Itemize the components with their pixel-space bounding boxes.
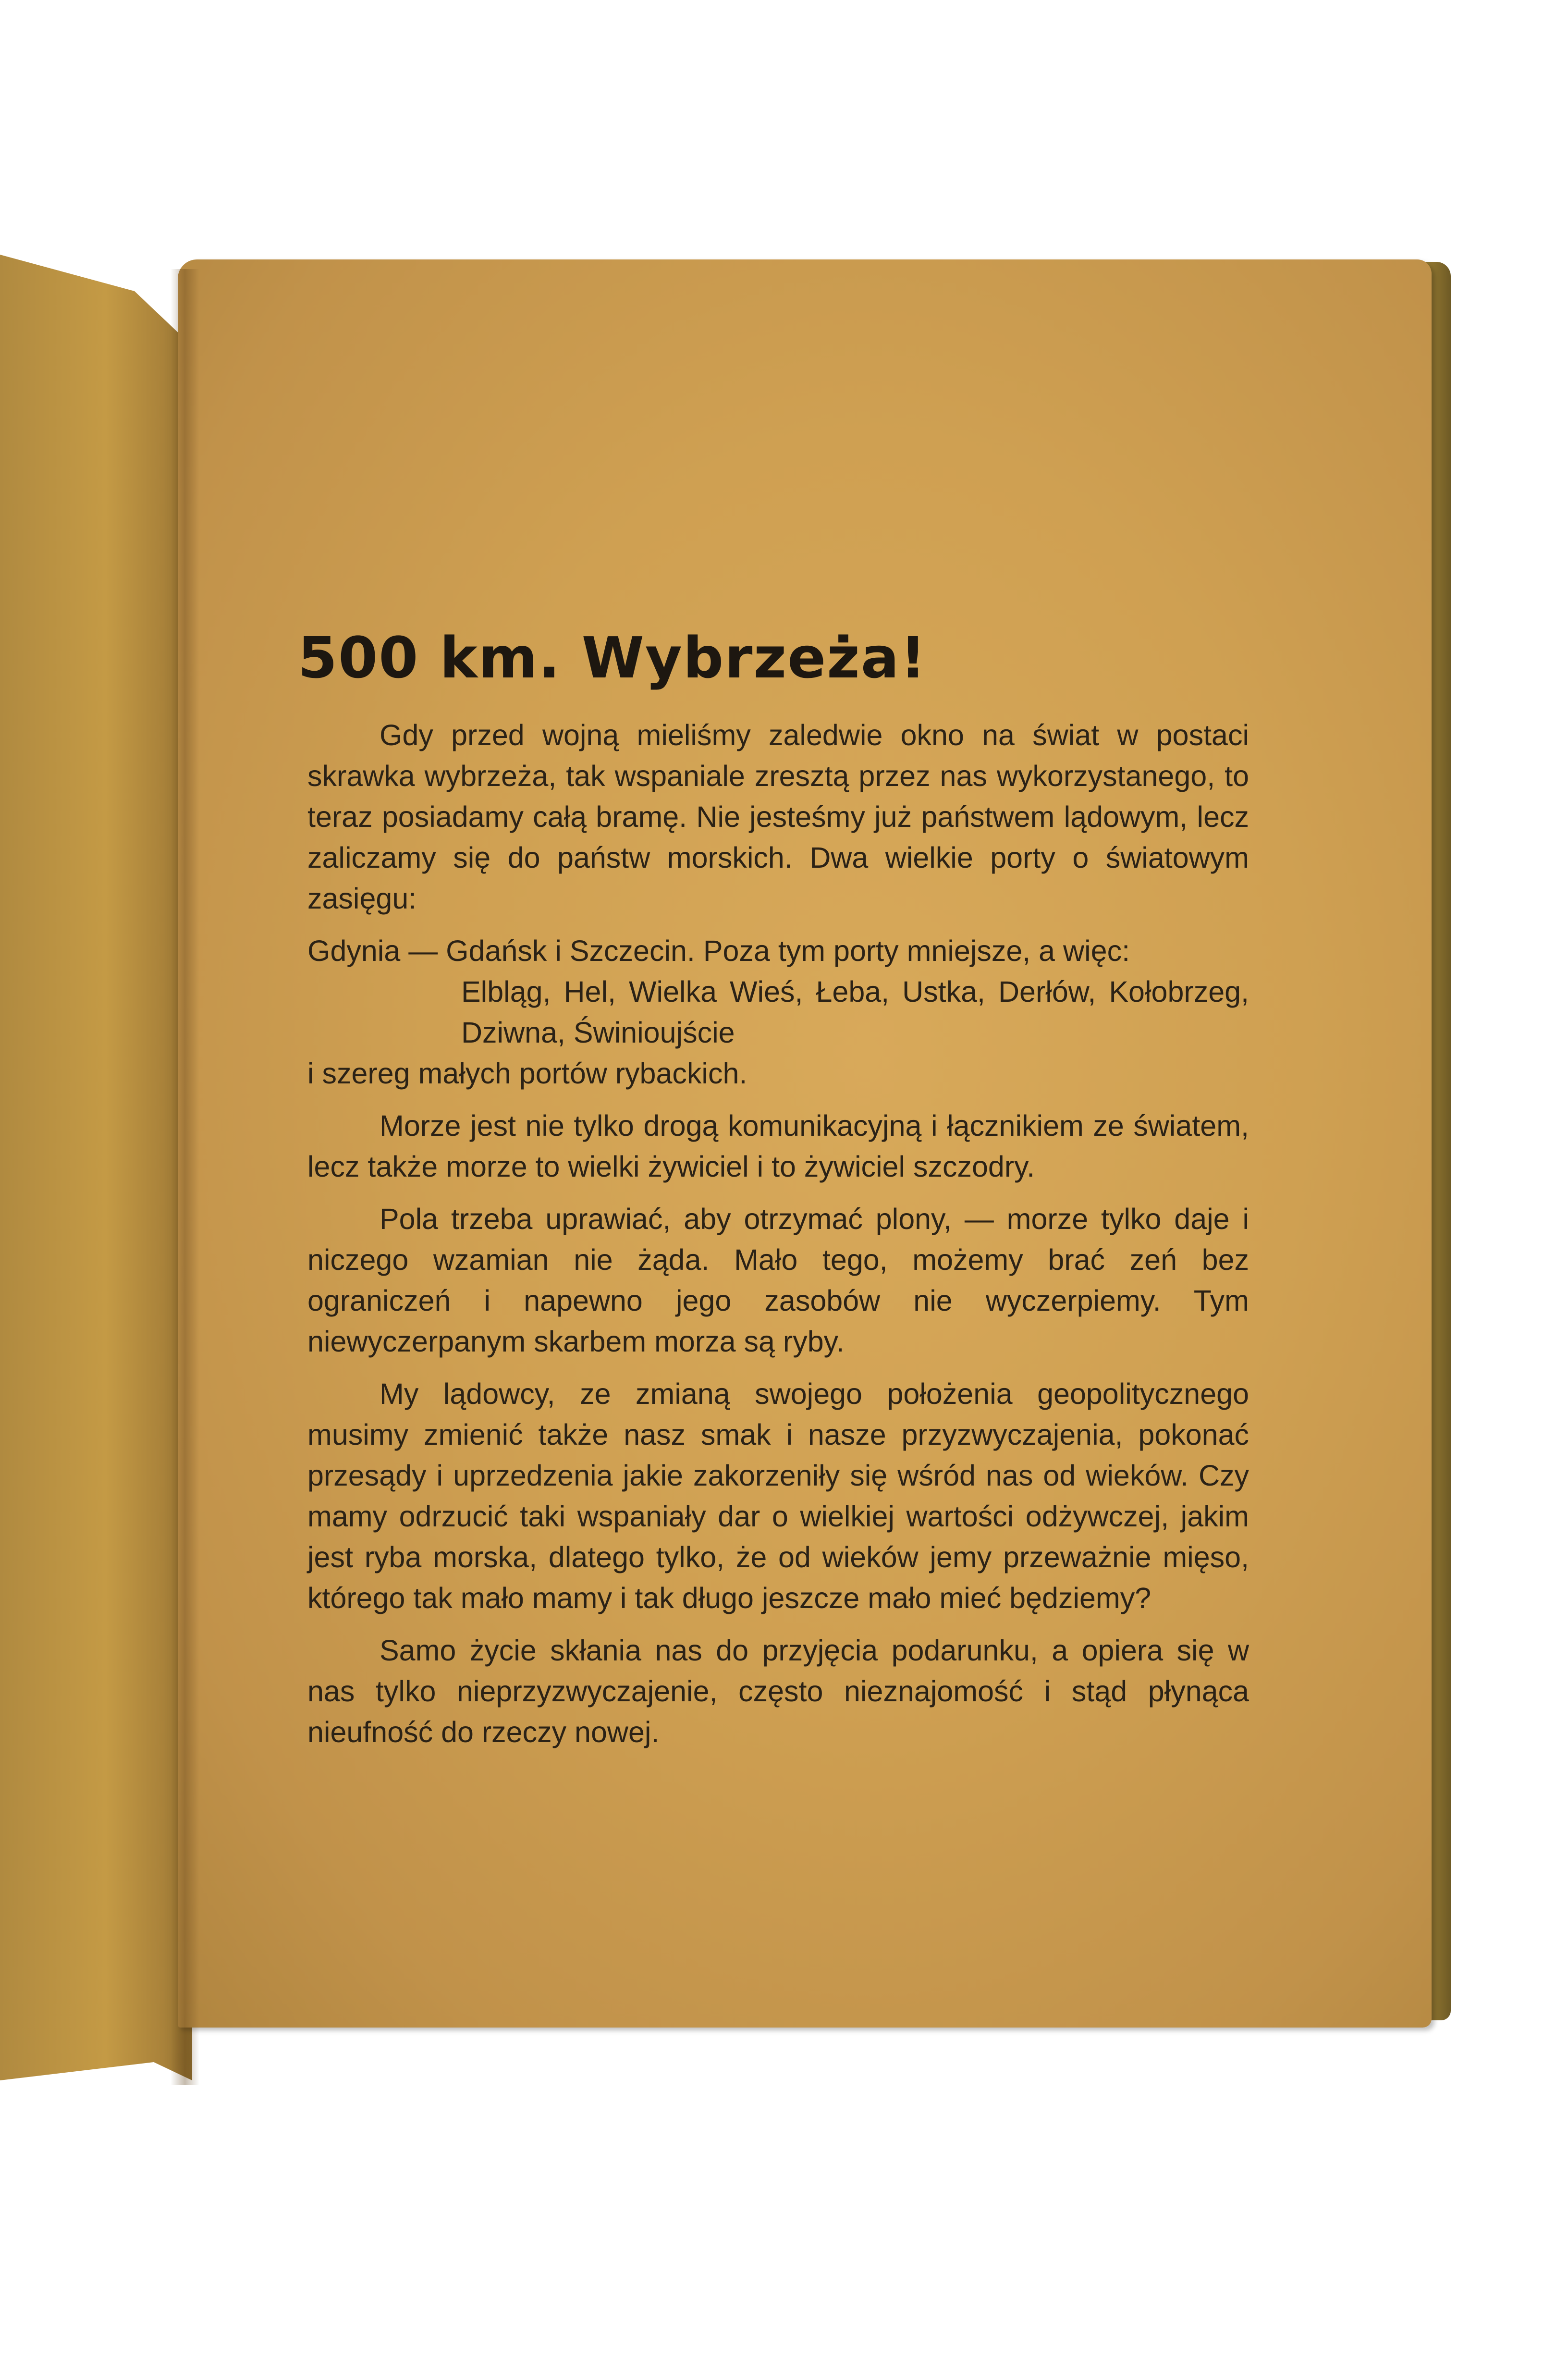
port-list: Elbląg, Hel, Wielka Wieś, Łeba, Ustka, Derłów, Kołobrzeg, Dziwna, Świnioujście <box>461 975 1249 1049</box>
paragraph-3: Pola trzeba uprawiać, aby otrzymać plony, — morze tylko daje i niczego wzamian nie żąda. Mało tego, możemy brać zeń bez ograniczeń i napewno jego zasobów nie wyczerpiemy. Tym niewyczerpanym skarbem morza są ryby. <box>307 1203 1249 1358</box>
paragraph-ports-intro: Gdynia — Gdańsk i Szczecin. Poza tym porty mniejsze, a więc: <box>307 934 1130 967</box>
paragraph-2: Morze jest nie tylko drogą komunikacyjną i łącznikiem ze światem, lecz także morze to wielki żywiciel i to żywiciel szczodry. <box>307 1109 1249 1183</box>
spine-shadow <box>171 269 199 2085</box>
paragraph-4: My lądowcy, ze zmianą swojego położenia geopolitycznego musimy zmienić także nasz smak i nasze przyzwyczajenia, pokonać przesądy i uprzedzenia jakie zakorzeniły się wśród nas od wieków. Czy mamy odrzucić taki wspaniały dar o wielkiej wartości odżywczej, jakim jest ryba morska, dlatego tylko, że od wieków jemy przeważnie mięso, którego tak mało mamy i tak długo jeszcze mało mieć będziemy? <box>307 1377 1249 1614</box>
page-text <box>298 625 1249 1764</box>
paragraph-ports-tail: i szereg małych portów rybackich. <box>307 1057 747 1090</box>
paragraph-1: Gdy przed wojną mieliśmy zaledwie okno na świat w postaci skrawka wybrzeża, tak wspaniale zresztą przez nas wykorzystanego, to teraz posiadamy całą bramę. Nie jesteśmy już państwem lądowym, lecz zaliczamy się do państw morskich. Dwa wielkie porty o światowym zasięgu: <box>307 719 1249 915</box>
left-page <box>0 255 192 2080</box>
page-title: 500 km. Wybrzeża! <box>298 625 927 691</box>
paragraph-5: Samo życie skłania nas do przyjęcia podarunku, a opiera się w nas tylko nieprzyzwyczajenie, często nieznajomość i stąd płynąca nieufność do rzeczy nowej. <box>307 1634 1249 1748</box>
